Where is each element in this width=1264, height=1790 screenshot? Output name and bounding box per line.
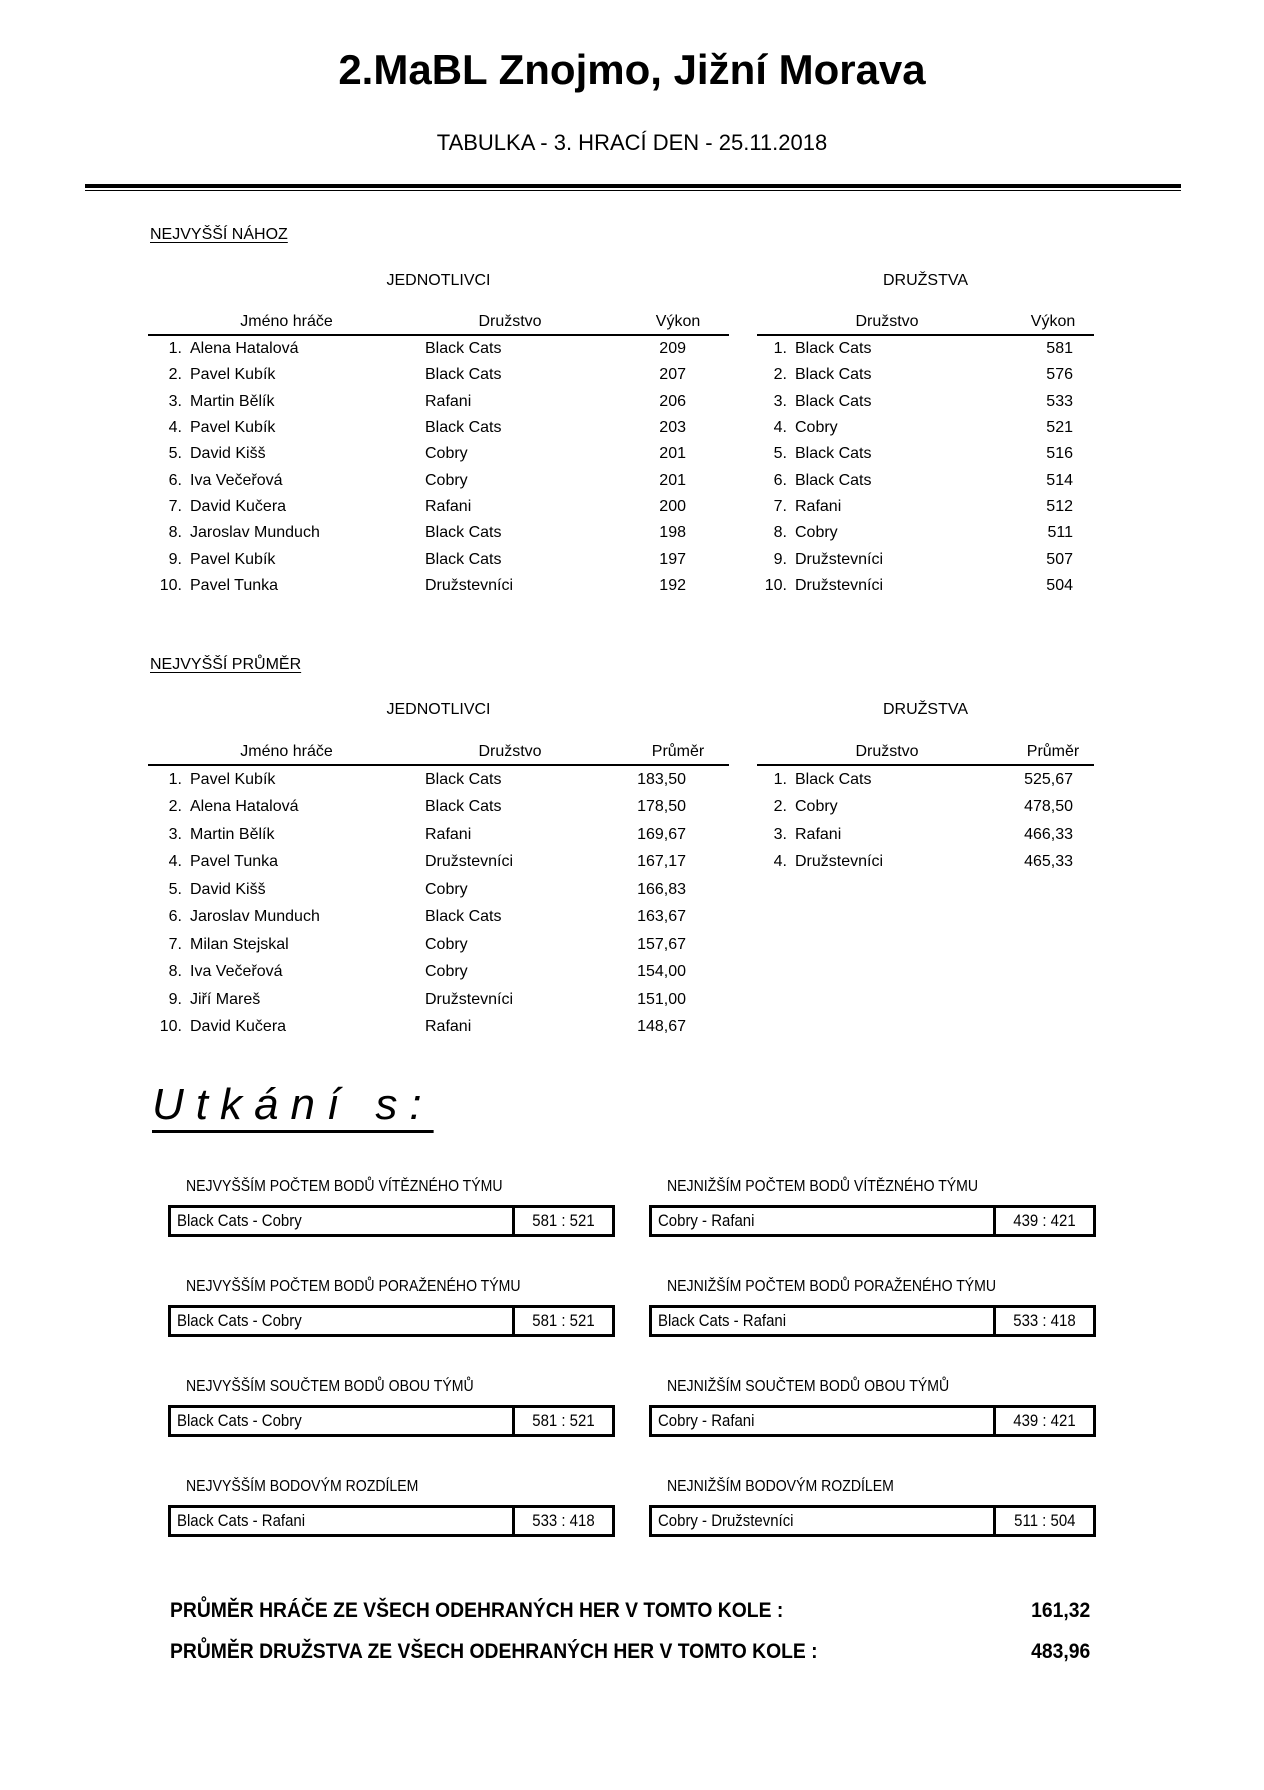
- summary-row: [170, 1631, 1090, 1672]
- cell-rank: 10.: [764, 576, 787, 594]
- table-row: [148, 766, 729, 794]
- cell-team: Cobry: [425, 445, 468, 463]
- cell-player-name: Jaroslav Munduch: [190, 908, 320, 926]
- table-row: [757, 467, 1094, 493]
- table-row: [757, 389, 1094, 415]
- cell-player-name: David Kučera: [190, 497, 287, 515]
- summary-label: [170, 1640, 874, 1664]
- cell-player-name: Pavel Kubík: [190, 419, 276, 437]
- cell-score: 207: [659, 366, 686, 384]
- match-item-label-text: NEJNIŽŠÍM BODOVÝM ROZDÍLEM: [667, 1478, 894, 1495]
- table-row: [148, 441, 729, 467]
- cell-score: 581: [1046, 340, 1073, 358]
- header-team: Družstvo: [855, 743, 919, 760]
- match-teams-text: Black Cats - Cobry: [177, 1211, 302, 1230]
- table-row: [148, 931, 729, 959]
- cell-player-name: David Kišš: [190, 445, 266, 463]
- match-item-label: [168, 1278, 615, 1296]
- cell-player-name: Milan Stejskal: [190, 935, 289, 953]
- cell-score: 514: [1046, 471, 1073, 489]
- cell-average: 151,00: [637, 990, 686, 1008]
- cell-score: 198: [659, 524, 686, 542]
- cell-rank: 4.: [773, 419, 787, 437]
- match-score-text: 581 : 521: [532, 1311, 595, 1330]
- cell-team: Rafani: [425, 825, 472, 843]
- cell-rank: 6.: [773, 471, 787, 489]
- match-score-cell: [512, 1308, 612, 1334]
- match-item-label: [649, 1278, 1096, 1296]
- cell-team: Rafani: [795, 825, 842, 843]
- cell-score: 200: [659, 497, 686, 515]
- table-row: [148, 849, 729, 877]
- cell-score: 203: [659, 419, 686, 437]
- cell-rank: 7.: [168, 497, 182, 515]
- cell-rank: 3.: [168, 825, 182, 843]
- table-row: [757, 573, 1094, 599]
- table-row: [148, 794, 729, 822]
- match-score-cell: [512, 1408, 612, 1434]
- match-score-cell: [512, 1508, 612, 1534]
- summary-label-text: PRŮMĚR HRÁČE ZE VŠECH ODEHRANÝCH HER V TOMTO KOLE :: [170, 1598, 784, 1622]
- header-score: Výkon: [1030, 313, 1076, 330]
- cell-team: Black Cats: [795, 340, 872, 358]
- match-item-label-text: NEJVYŠŠÍM BODOVÝM ROZDÍLEM: [186, 1478, 419, 1495]
- table-row: [757, 794, 1094, 822]
- header-team: Družstvo: [478, 743, 542, 760]
- cell-score: 504: [1046, 576, 1073, 594]
- matches-grid: [168, 1178, 1096, 1537]
- cell-rank: 1.: [773, 340, 787, 358]
- cell-rank: 2.: [773, 798, 787, 816]
- match-teams-cell: [652, 1408, 993, 1434]
- cell-average: 178,50: [637, 798, 686, 816]
- matches-heading: Utkání s:: [152, 1080, 434, 1129]
- match-score-text: 533 : 418: [1013, 1311, 1076, 1330]
- match-box: [649, 1405, 1096, 1437]
- match-score-cell: [993, 1208, 1093, 1234]
- summary-label: [170, 1599, 837, 1623]
- match-teams-cell: [171, 1308, 512, 1334]
- table-row: [757, 494, 1094, 520]
- cell-score: 516: [1046, 445, 1073, 463]
- header-player-name: Jméno hráče: [240, 743, 333, 760]
- table-row: [757, 362, 1094, 388]
- cell-team: Black Cats: [425, 798, 502, 816]
- header-team: Družstvo: [478, 313, 542, 330]
- match-teams-text: Black Cats - Cobry: [177, 1411, 302, 1430]
- match-score-text: 511 : 504: [1013, 1511, 1076, 1530]
- table-highest-game-teams: [757, 308, 1094, 599]
- match-item: [168, 1178, 615, 1237]
- match-box: [168, 1205, 615, 1237]
- match-score-text: 533 : 418: [532, 1511, 595, 1530]
- cell-rank: 3.: [773, 825, 787, 843]
- cell-average: 157,67: [637, 935, 686, 953]
- match-teams-cell: [652, 1508, 993, 1534]
- table-highest-average-individuals: [148, 738, 729, 1041]
- match-teams-cell: [652, 1208, 993, 1234]
- cell-rank: 9.: [168, 990, 182, 1008]
- match-teams-text: Black Cats - Rafani: [658, 1311, 787, 1330]
- cell-player-name: Iva Večeřová: [190, 963, 283, 981]
- cell-rank: 2.: [168, 798, 182, 816]
- column-title-teams: DRUŽSTVA: [882, 701, 969, 718]
- table-highest-game-individuals: [148, 308, 729, 599]
- cell-rank: 7.: [168, 935, 182, 953]
- cell-score: 521: [1046, 419, 1073, 437]
- match-teams-text: Black Cats - Rafani: [177, 1511, 306, 1530]
- header-player-name: Jméno hráče: [240, 313, 333, 330]
- cell-rank: 6.: [168, 471, 182, 489]
- cell-team: Družstevníci: [425, 576, 514, 594]
- cell-team: Black Cats: [425, 550, 502, 568]
- table-row: [757, 821, 1094, 849]
- match-score-text: 581 : 521: [532, 1411, 595, 1430]
- match-item-label: [168, 1478, 615, 1496]
- cell-score: 201: [659, 445, 686, 463]
- cell-team: Cobry: [795, 524, 838, 542]
- cell-average: 148,67: [637, 1018, 686, 1036]
- cell-average: 478,50: [1024, 798, 1073, 816]
- cell-team: Družstevníci: [795, 576, 884, 594]
- table-row: [148, 494, 729, 520]
- match-teams-text: Cobry - Družstevníci: [658, 1511, 794, 1530]
- match-score-text: 581 : 521: [532, 1211, 595, 1230]
- match-item-label-text: NEJVYŠŠÍM POČTEM BODŮ PORAŽENÉHO TÝMU: [186, 1278, 521, 1295]
- match-box: [168, 1505, 615, 1537]
- match-score-cell: [993, 1308, 1093, 1334]
- cell-average: 466,33: [1024, 825, 1073, 843]
- match-score-cell: [993, 1408, 1093, 1434]
- table-row: [757, 520, 1094, 546]
- cell-player-name: Pavel Kubík: [190, 550, 276, 568]
- cell-player-name: Pavel Kubík: [190, 770, 276, 788]
- cell-rank: 5.: [168, 880, 182, 898]
- table-header-row: [148, 738, 729, 766]
- cell-team: Rafani: [425, 392, 472, 410]
- table-row: [148, 573, 729, 599]
- table-row: [148, 546, 729, 572]
- cell-score: 197: [659, 550, 686, 568]
- cell-player-name: Pavel Kubík: [190, 366, 276, 384]
- cell-rank: 4.: [773, 853, 787, 871]
- cell-rank: 10.: [159, 1018, 182, 1036]
- cell-score: 533: [1046, 392, 1073, 410]
- cell-team: Cobry: [795, 419, 838, 437]
- match-item: [649, 1278, 1096, 1337]
- round-averages-summary: [170, 1590, 1090, 1672]
- cell-team: Rafani: [795, 497, 842, 515]
- summary-row: [170, 1590, 1090, 1631]
- column-title-individuals: JEDNOTLIVCI: [386, 272, 491, 289]
- cell-rank: 7.: [773, 497, 787, 515]
- cell-score: 201: [659, 471, 686, 489]
- table-row: [757, 546, 1094, 572]
- cell-player-name: David Kučera: [190, 1018, 287, 1036]
- table-row: [148, 1014, 729, 1042]
- cell-score: 192: [659, 576, 686, 594]
- table-row: [757, 441, 1094, 467]
- match-item: [168, 1278, 615, 1337]
- cell-rank: 9.: [168, 550, 182, 568]
- table-header-row: [757, 308, 1094, 336]
- cell-team: Družstevníci: [795, 550, 884, 568]
- table-row: [757, 849, 1094, 877]
- cell-team: Družstevníci: [795, 853, 884, 871]
- cell-score: 511: [1047, 524, 1073, 542]
- table-header-row: [148, 308, 729, 336]
- cell-player-name: Pavel Tunka: [190, 853, 279, 871]
- table-highest-average-teams: [757, 738, 1094, 876]
- cell-team: Rafani: [425, 497, 472, 515]
- cell-rank: 8.: [168, 524, 182, 542]
- match-item-label-text: NEJNIŽŠÍM SOUČTEM BODŮ OBOU TÝMŮ: [667, 1378, 950, 1395]
- cell-rank: 2.: [168, 366, 182, 384]
- cell-team: Družstevníci: [425, 853, 514, 871]
- match-item-label: [649, 1478, 1096, 1496]
- cell-player-name: Pavel Tunka: [190, 576, 279, 594]
- match-item-label-text: NEJNIŽŠÍM POČTEM BODŮ PORAŽENÉHO TÝMU: [667, 1278, 997, 1295]
- cell-player-name: Alena Hatalová: [190, 798, 299, 816]
- table-row: [148, 362, 729, 388]
- match-item-label-text: NEJNIŽŠÍM POČTEM BODŮ VÍTĚZNÉHO TÝMU: [667, 1178, 979, 1195]
- cell-team: Cobry: [795, 798, 838, 816]
- match-item: [649, 1178, 1096, 1237]
- match-score-text: 439 : 421: [1013, 1211, 1076, 1230]
- cell-team: Black Cats: [795, 445, 872, 463]
- column-title-individuals: JEDNOTLIVCI: [386, 701, 491, 718]
- match-box: [168, 1405, 615, 1437]
- cell-team: Cobry: [425, 880, 468, 898]
- match-item: [649, 1478, 1096, 1537]
- match-box: [649, 1505, 1096, 1537]
- cell-team: Cobry: [425, 471, 468, 489]
- match-item-label: [168, 1178, 615, 1196]
- cell-rank: 1.: [773, 770, 787, 788]
- table-row: [757, 336, 1094, 362]
- table-body: [148, 336, 729, 599]
- page-subtitle: TABULKA - 3. HRACÍ DEN - 25.11.2018: [436, 130, 828, 155]
- table-row: [148, 336, 729, 362]
- cell-rank: 1.: [168, 770, 182, 788]
- match-teams-cell: [171, 1208, 512, 1234]
- cell-score: 209: [659, 340, 686, 358]
- summary-label-text: PRŮMĚR DRUŽSTVA ZE VŠECH ODEHRANÝCH HER V TOMTO KOLE :: [170, 1639, 818, 1663]
- table-row: [148, 959, 729, 987]
- match-teams-text: Black Cats - Cobry: [177, 1311, 302, 1330]
- match-item-label-text: NEJVYŠŠÍM SOUČTEM BODŮ OBOU TÝMŮ: [186, 1378, 474, 1395]
- cell-rank: 3.: [773, 392, 787, 410]
- match-item: [168, 1378, 615, 1437]
- section-heading-highest-average: NEJVYŠŠÍ PRŮMĚR: [150, 656, 302, 673]
- cell-rank: 8.: [168, 963, 182, 981]
- cell-rank: 1.: [168, 340, 182, 358]
- cell-score: 507: [1046, 550, 1073, 568]
- match-box: [168, 1305, 615, 1337]
- cell-team: Black Cats: [795, 471, 872, 489]
- table-row: [757, 766, 1094, 794]
- table-row: [148, 876, 729, 904]
- table-row: [148, 415, 729, 441]
- cell-rank: 9.: [773, 550, 787, 568]
- cell-player-name: Jaroslav Munduch: [190, 524, 320, 542]
- cell-average: 167,17: [637, 853, 686, 871]
- cell-rank: 3.: [168, 392, 182, 410]
- cell-average: 166,83: [637, 880, 686, 898]
- table-row: [148, 986, 729, 1014]
- cell-average: 154,00: [637, 963, 686, 981]
- cell-team: Black Cats: [425, 908, 502, 926]
- cell-team: Družstevníci: [425, 990, 514, 1008]
- double-rule-divider: [85, 184, 1181, 191]
- header-average: Průměr: [651, 743, 705, 760]
- cell-player-name: Martin Bělík: [190, 825, 275, 843]
- cell-score: 206: [659, 392, 686, 410]
- match-item-label: [168, 1378, 615, 1396]
- cell-team: Cobry: [425, 935, 468, 953]
- summary-value: 161,32: [1030, 1598, 1090, 1622]
- cell-rank: 4.: [168, 419, 182, 437]
- match-teams-cell: [652, 1308, 993, 1334]
- table-body: [757, 336, 1094, 599]
- cell-player-name: Martin Bělík: [190, 392, 275, 410]
- match-teams-text: Cobry - Rafani: [658, 1211, 755, 1230]
- match-box: [649, 1305, 1096, 1337]
- cell-player-name: Iva Večeřová: [190, 471, 283, 489]
- match-item: [168, 1478, 615, 1537]
- cell-average: 465,33: [1024, 853, 1073, 871]
- cell-player-name: Alena Hatalová: [190, 340, 299, 358]
- match-item-label: [649, 1378, 1096, 1396]
- table-row: [148, 389, 729, 415]
- header-team: Družstvo: [855, 313, 919, 330]
- table-row: [757, 415, 1094, 441]
- column-title-teams: DRUŽSTVA: [882, 272, 969, 289]
- match-item-label-text: NEJVYŠŠÍM POČTEM BODŮ VÍTĚZNÉHO TÝMU: [186, 1178, 503, 1195]
- header-average: Průměr: [1026, 743, 1080, 760]
- cell-rank: 10.: [159, 576, 182, 594]
- cell-team: Black Cats: [425, 524, 502, 542]
- cell-score: 512: [1046, 497, 1073, 515]
- page-title: 2.MaBL Znojmo, Jižní Morava: [338, 46, 926, 93]
- cell-average: 525,67: [1024, 770, 1073, 788]
- cell-rank: 2.: [773, 366, 787, 384]
- table-row: [148, 904, 729, 932]
- summary-value: 483,96: [1030, 1639, 1090, 1663]
- cell-team: Black Cats: [795, 770, 872, 788]
- cell-average: 169,67: [637, 825, 686, 843]
- table-header-row: [757, 738, 1094, 766]
- match-item: [649, 1378, 1096, 1437]
- cell-rank: 5.: [773, 445, 787, 463]
- cell-team: Black Cats: [425, 340, 502, 358]
- cell-rank: 5.: [168, 445, 182, 463]
- match-teams-cell: [171, 1408, 512, 1434]
- cell-player-name: Jiří Mareš: [190, 990, 261, 1008]
- cell-team: Black Cats: [425, 419, 502, 437]
- table-body: [148, 766, 729, 1041]
- cell-rank: 8.: [773, 524, 787, 542]
- cell-average: 183,50: [637, 770, 686, 788]
- cell-team: Black Cats: [795, 392, 872, 410]
- cell-player-name: David Kišš: [190, 880, 266, 898]
- cell-team: Cobry: [425, 963, 468, 981]
- cell-team: Black Cats: [425, 366, 502, 384]
- cell-rank: 6.: [168, 908, 182, 926]
- cell-team: Rafani: [425, 1018, 472, 1036]
- cell-rank: 4.: [168, 853, 182, 871]
- match-box: [649, 1205, 1096, 1237]
- table-row: [148, 821, 729, 849]
- cell-average: 163,67: [637, 908, 686, 926]
- match-score-cell: [993, 1508, 1093, 1534]
- match-teams-text: Cobry - Rafani: [658, 1411, 755, 1430]
- cell-score: 576: [1046, 366, 1073, 384]
- table-row: [148, 520, 729, 546]
- table-row: [148, 467, 729, 493]
- match-teams-cell: [171, 1508, 512, 1534]
- table-body: [757, 766, 1094, 876]
- match-score-text: 439 : 421: [1013, 1411, 1076, 1430]
- match-item-label: [649, 1178, 1096, 1196]
- cell-team: Black Cats: [795, 366, 872, 384]
- section-heading-highest-game: NEJVYŠŠÍ NÁHOZ: [150, 226, 288, 243]
- cell-team: Black Cats: [425, 770, 502, 788]
- match-score-cell: [512, 1208, 612, 1234]
- header-score: Výkon: [655, 313, 701, 330]
